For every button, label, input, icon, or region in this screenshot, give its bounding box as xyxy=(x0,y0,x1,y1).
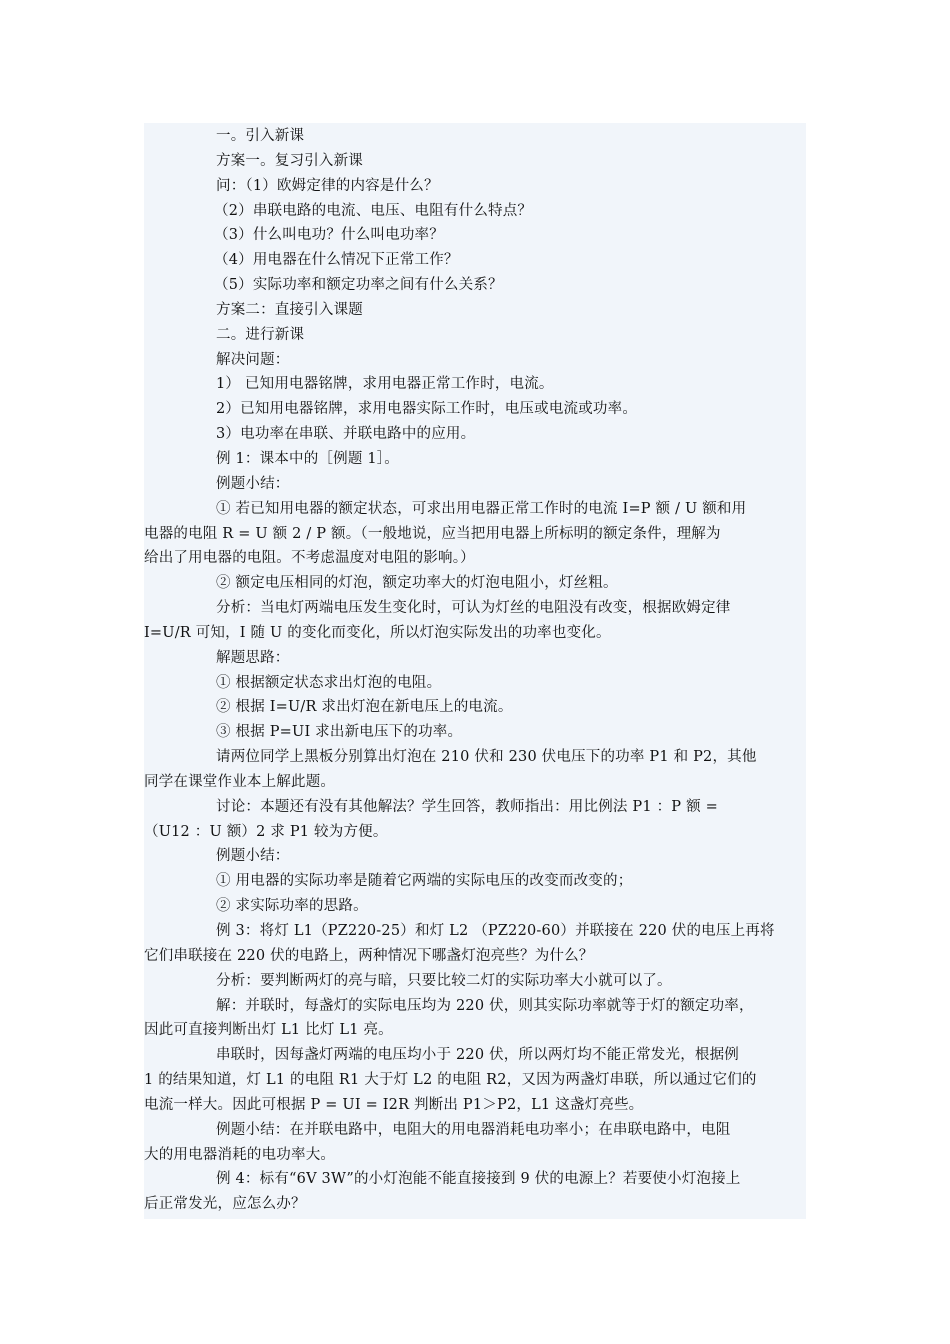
text-line: 因此可直接判断出灯 L1 比灯 L1 亮。 xyxy=(144,1022,393,1039)
document-text-block xyxy=(144,123,806,1219)
text-line: 串联时，因每盏灯两端的电压均小于 220 伏，所以两灯均不能正常发光，根据例 xyxy=(216,1047,739,1064)
text-line: 解题思路： xyxy=(216,649,290,666)
text-line: 1 的结果知道，灯 L1 的电阻 R1 大于灯 L2 的电阻 R2，又因为两盏灯串联，所以通过它们的 xyxy=(144,1072,757,1089)
text-line: 问：（1）欧姆定律的内容是什么？ xyxy=(216,177,439,194)
text-line: 方案二：直接引入课题 xyxy=(216,301,363,318)
text-line: 二。进行新课 xyxy=(216,326,305,343)
text-line: ② 根据 I=U/R 求出灯泡在新电压上的电流。 xyxy=(216,699,513,716)
text-line: 请两位同学上黑板分别算出灯泡在 210 伏和 230 伏电压下的功率 P1 和 P2，其他 xyxy=(216,749,757,766)
text-line: 后正常发光，应怎么办？ xyxy=(144,1196,306,1213)
text-line: 电流一样大。因此可根据 P = UI = I2R 判断出 P1＞P2，L1 这盏灯亮些。 xyxy=(144,1096,644,1113)
text-line: （4）用电器在什么情况下正常工作？ xyxy=(214,252,459,269)
text-line: 分析：当电灯两端电压发生变化时，可认为灯丝的电阻没有改变，根据欧姆定律 xyxy=(216,600,731,617)
text-line: ③ 根据 P=UI 求出新电压下的功率。 xyxy=(216,724,463,741)
text-line: ② 额定电压相同的灯泡，额定功率大的灯泡电阻小，灯丝粗。 xyxy=(216,575,618,592)
text-line: （U12 ：U 额）2 求 P1 较为方便。 xyxy=(144,823,388,840)
text-line: 分析：要判断两灯的亮与暗，只要比较二灯的实际功率大小就可以了。 xyxy=(216,972,672,989)
text-line: 方案一。复习引入新课 xyxy=(216,152,363,169)
text-line: 例 1：课本中的［例题 1］。 xyxy=(216,450,399,467)
text-line: 解：并联时，每盏灯的实际电压均为 220 伏，则其实际功率就等于灯的额定功率， xyxy=(216,997,754,1014)
text-line: 它们串联接在 220 伏的电路上，两种情况下哪盏灯泡亮些？为什么？ xyxy=(144,947,594,964)
text-line: 例题小结：在并联电路中，电阻大的用电器消耗电功率小；在串联电路中，电阻 xyxy=(216,1121,731,1138)
text-line: ② 求实际功率的思路。 xyxy=(216,898,368,915)
text-line: I=U/R 可知，I 随 U 的变化而变化，所以灯泡实际发出的功率也变化。 xyxy=(144,624,611,641)
text-line: 例题小结： xyxy=(216,848,290,865)
text-line: 1） 已知用电器铭牌，求用电器正常工作时，电流。 xyxy=(216,376,554,393)
text-line: （2）串联电路的电流、电压、电阻有什么特点？ xyxy=(214,202,533,219)
text-line: ① 根据额定状态求出灯泡的电阻。 xyxy=(216,674,442,691)
text-line: 3）电功率在串联、并联电路中的应用。 xyxy=(216,426,476,443)
text-line: 例 3：将灯 L1（PZ220-25）和灯 L2 （PZ220-60）并联接在 220 伏的电压上再将 xyxy=(216,923,775,939)
text-line: ① 用电器的实际功率是随着它两端的实际电压的改变而改变的； xyxy=(216,873,633,890)
text-line: 2）已知用电器铭牌，求用电器实际工作时，电压或电流或功率。 xyxy=(216,401,638,418)
text-line: 同学在课堂作业本上解此题。 xyxy=(144,773,336,790)
text-line: 一。引入新课 xyxy=(216,128,305,144)
text-line: ① 若已知用电器的额定状态，可求出用电器正常工作时的电流 I=P 额 / U 额和用 xyxy=(216,500,747,517)
text-line: 例 4：标有“6V 3W”的小灯泡能不能直接接到 9 伏的电源上？若要使小灯泡接上 xyxy=(216,1171,741,1188)
text-line: （3）什么叫电功？什么叫电功率？ xyxy=(214,227,444,244)
text-line: 大的用电器消耗的电功率大。 xyxy=(144,1146,336,1163)
text-line: 给出了用电器的电阻。不考虑温度对电阻的影响。） xyxy=(144,550,475,567)
text-line: 电器的电阻 R = U 额 2 / P 额。（一般地说，应当把用电器上所标明的额定条件，理解为 xyxy=(144,525,721,542)
text-line: 例题小结： xyxy=(216,475,290,492)
text-line: 解决问题： xyxy=(216,351,290,368)
text-line: （5）实际功率和额定功率之间有什么关系？ xyxy=(214,277,503,294)
text-line: 讨论：本题还有没有其他解法？学生回答，教师指出：用比例法 P1 ：P 额 = xyxy=(216,798,718,815)
